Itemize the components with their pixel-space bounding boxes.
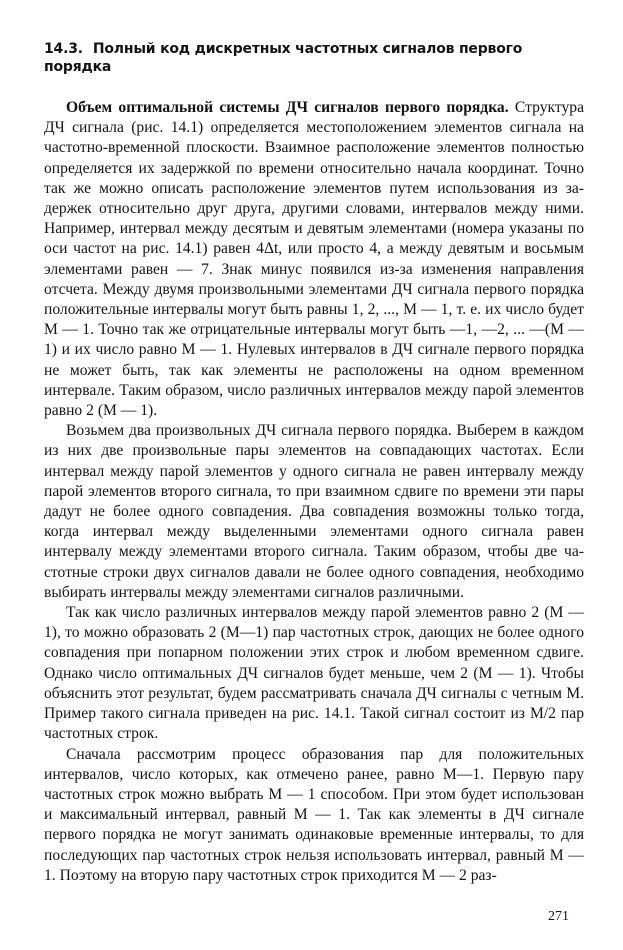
paragraph [44,98,584,421]
section-number: 14.3. [44,41,83,57]
paragraph: Так как число различных интервалов между парой элементов равно 2 (M — 1), то можно образовать 2 (M—1) пар частотных строк, дающих не более одного совпадения при попарном положении этих строк и любом временном сдвиге. Однако число оптимальных ДЧ сигналов будет меньше, чем 2 (M — 1). Чтобы объяснить этот результат, будем рассматривать сначала ДЧ сигналы с четным M. Пример такого сигнала приведен на рис. 14.1. Такой сигнал состоит из M/2 пар частотных строк. [44,604,584,743]
paragraph: Сначала рассмотрим процесс образования пар для положительных интервалов, число которых, как отмечено ранее, равно M—1. Первую пару частотных строк можно выбрать M — 1 способом. При этом будет использован и максимальный интервал, равный M — 1. Так как элементы в ДЧ сигнале первого порядка не могут занимать одинаковые временные интервалы, то для последующих пар частотных строк нельзя использовать интервал, равный M — 1. Поэтому на вторую пару частотных строк приходится M — 2 раз- [44,745,584,884]
paragraph: Возьмем два произвольных ДЧ сигнала первого порядка. Выберем в каждом из них две произвольные пары элементов на совпадающих частотах. Если интервал между парой элементов у одного сигнала не равен интервалу между парой элементов второго сигнала, то при взаимном сдвиге по времени эти пары дадут не более одного совпадения. Два совпадения возможны только тогда, когда интервал между выделенными элементами одного сигнала равен интервалу между элементами второго сигнала. Таким образом, чтобы две частотные строки двух сигналов давали не более одного совпадения, необходимо выбирать интервалы между элементами сигналов различными. [44,422,584,601]
page-number: 271 [548,909,569,924]
body-text [44,98,584,886]
paragraph-text: Структура ДЧ сигнала (рис. 14.1) определяется местоположением элементов сигнала на частотно-временной плоскости. Взаимное расположение элементов полностью определяется их задержкой по времени относительно начала координат. Точно так же можно описать расположение элементов путем использования из задержек относительно друг друга, другими словами, интервалов между ними. Например, интервал между десятым и девятым элементами (номера указаны по оси частот на рис. 14.1) равен 4Δt, или просто 4, а между девятым и восьмым элементами равен — 7. Знак минус появился из-за изменения направления отсчета. Между двумя произвольными элементами ДЧ сигнала первого порядка положительные интервалы могут быть равны 1, 2, ..., M — 1, т. е. их число будет M — 1. Точно так же отрицательные интервалы могут быть —1, —2, ... —(M — 1) и их число равно M — 1. Нулевых интервалов в ДЧ сигнале первого порядка не может быть, так как элементы не расположены на одном временном интервале. Таким образом, число различных интервалов между парой элементов равно 2 (M — 1). [44,99,584,420]
section-heading [44,40,584,76]
book-page [44,40,584,886]
run-in-heading: Объем оптимальной системы ДЧ сигналов первого порядка. [66,99,509,116]
section-title: Полный код дискретных частотных сигналов первого порядка [44,41,523,75]
